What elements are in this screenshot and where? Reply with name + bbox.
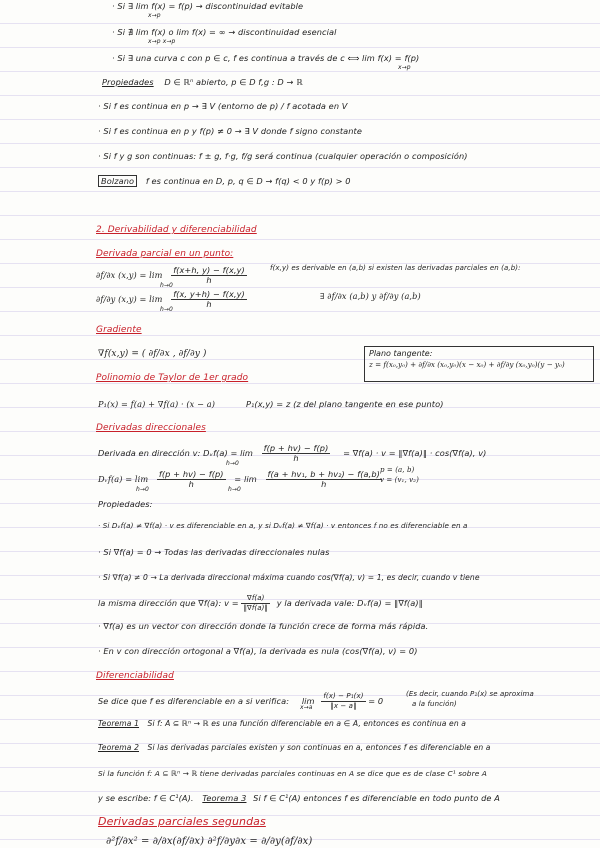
dp1-num: f(x+h, y) − f(x,y) xyxy=(173,265,245,275)
gradiente-formula: ∇f(x,y) = ( ∂f/∂x , ∂f/∂y ) xyxy=(98,349,207,359)
dp2-lhs: ∂f/∂y (x,y) = lim xyxy=(96,294,163,304)
propiedades-header xyxy=(102,76,586,88)
prop-dd-5: · En v con dirección ortogonal a ∇f(a), la derivada es nula (cos(∇f(a), v) = 0) xyxy=(98,646,418,656)
dd2-lim: h→0 xyxy=(136,486,149,493)
dp2-num: f(x, y+h) − f(x,y) xyxy=(173,289,245,299)
taylor-title: Polinomio de Taylor de 1er grado xyxy=(96,373,249,383)
dif-note-1: (Es decir, cuando P₁(x) se aproxima xyxy=(406,690,534,698)
clase-c1-escribe: y se escribe: f ∈ C¹(A). xyxy=(98,793,194,803)
derivadas-segundas-formula: ∂²f/∂x² = ∂/∂x(∂f/∂x) ∂²f/∂y∂x = ∂/∂y(∂f/∂x) xyxy=(106,836,313,847)
teorema-1-text: Si f: A ⊆ ℝⁿ → ℝ es una función diferenciable en a ∈ A, entonces es continua en a xyxy=(147,719,466,728)
dif-lim: lim xyxy=(301,696,315,706)
dd1-b: = ∇f(a) · v = ‖∇f(a)‖ · cos(∇f(a), v) xyxy=(343,448,487,458)
dd2-num2: f(a + hv₁, b + hv₂) − f(a,b) xyxy=(267,469,380,479)
diferenciabilidad-title: Diferenciabilidad xyxy=(96,671,174,681)
dd1-num: f(p + hv) − f(p) xyxy=(263,443,329,453)
dif-num: f(x) − P₁(x) xyxy=(323,692,364,700)
taylor-p1: P₁(x) = f(a) + ∇f(a) · (x − a) xyxy=(98,399,216,409)
dp1-lim: h→0 xyxy=(160,282,173,289)
prop-dd-1: · Si Dᵥf(a) ≠ ∇f(a) · v es diferenciable en a, y si Dᵥf(a) ≠ ∇f(a) · v entonces f no es diferenciable en a xyxy=(98,521,468,530)
dif-def-a: Se dice que f es diferenciable en a si verifica: xyxy=(98,696,290,706)
dd2-den2: h xyxy=(321,479,327,489)
discontinuidad-evitable: · Si ∃ lim f(x) = f(p) → discontinuidad evitable xyxy=(112,1,304,11)
dp1-lhs: ∂f/∂x (x,y) = lim xyxy=(96,270,163,280)
direccionales-title: Derivadas direccionales xyxy=(96,423,206,433)
prop-signo-constante: · Si f es continua en p y f(p) ≠ 0 → ∃ V donde f signo constante xyxy=(98,126,363,136)
plano-tangente-title: Plano tangente: xyxy=(369,349,433,358)
teorema-1 xyxy=(98,718,586,730)
propiedades-dd-label: Propiedades: xyxy=(98,499,153,509)
prop-dd-3b xyxy=(98,594,586,613)
dd1-a: Derivada en dirección v: Dᵥf(a) = lim xyxy=(98,448,253,458)
teorema-2-text: Si las derivadas parciales existen y son continuas en a, entonces f es diferenciable en a xyxy=(147,743,491,752)
teorema-1-label: Teorema 1 xyxy=(98,719,140,728)
discontinuidad-esencial: · Si ∄ lim f(x) o lim f(x) = ∞ → discontinuidad esencial xyxy=(112,27,337,37)
prop-dd-3b-den: ‖∇f(a)‖ xyxy=(243,604,269,612)
dp2-den: h xyxy=(206,299,212,309)
propiedades-dominio: D ∈ ℝⁿ abierto, p ∈ D f,g : D → ℝ xyxy=(164,77,303,87)
lim-sub-1: x→p xyxy=(148,12,161,19)
teorema-3-line xyxy=(98,792,586,804)
teorema-2-label: Teorema 2 xyxy=(98,743,140,752)
dd1-lim: h→0 xyxy=(226,460,239,467)
lim-sub-2: x→p x→p xyxy=(148,38,176,45)
bolzano-box: Bolzano xyxy=(98,175,137,187)
teorema-3-text: Si f ∈ C¹(A) entonces f es diferenciable en todo punto de A xyxy=(253,793,500,803)
bolzano-text: f es continua en D, p, q ∈ D → f(q) < 0 y f(p) > 0 xyxy=(145,176,351,186)
prop-dd-3b-num: ∇f(a) xyxy=(241,594,270,604)
section-2-title: 2. Derivabilidad y diferenciabilidad xyxy=(96,225,257,235)
dif-den: ‖x − a‖ xyxy=(330,702,357,710)
prop-dd-3b-b: y la derivada vale: Dᵥf(a) = ‖∇f(a)‖ xyxy=(276,598,423,608)
prop-dd-3: · Si ∇f(a) ≠ 0 → La derivada direccional máxima cuando cos(∇f(a), v) = 1, es decir, cuando v tiene xyxy=(98,573,480,582)
dd1-den: h xyxy=(293,453,299,463)
gradiente-title: Gradiente xyxy=(96,325,142,335)
dd2-eq: = lim xyxy=(234,474,257,484)
bolzano-line xyxy=(98,175,586,187)
derivadas-segundas-title: Derivadas parciales segundas xyxy=(98,816,266,828)
dd2-v: v = (v₁, v₂) xyxy=(380,476,419,484)
propiedades-label: Propiedades xyxy=(102,77,154,87)
dif-eq: = 0 xyxy=(368,696,384,706)
prop-dd-2: · Si ∇f(a) = 0 → Todas las derivadas direccionales nulas xyxy=(98,547,330,557)
prop-operaciones: · Si f y g son continuas: f ± g, f·g, f/g será continua (cualquier operación o composición) xyxy=(98,151,468,161)
dd2-den: h xyxy=(188,479,194,489)
derivada-parcial-title: Derivada parcial en un punto: xyxy=(96,249,234,259)
dif-limsub: x→a xyxy=(300,704,313,711)
prop-acotada: · Si f es continua en p → ∃ V (entorno de p) / f acotada en V xyxy=(98,101,348,111)
dif-note-2: a la función) xyxy=(412,700,457,708)
dd2-a: Dᵥf(a) = lim xyxy=(98,474,149,484)
prop-dd-4: · ∇f(a) es un vector con dirección donde la función crece de forma más rápida. xyxy=(98,621,429,631)
dp1-den: h xyxy=(206,275,212,285)
teorema-3-label: Teorema 3 xyxy=(202,793,247,803)
clase-c1: Si la función f: A ⊆ ℝⁿ → ℝ tiene derivadas parciales continuas en A se dice que es de clase C¹ sobre A xyxy=(98,769,487,778)
plano-tangente-formula: z = f(x₀,y₀) + ∂f/∂x (x₀,y₀)(x − x₀) + ∂f/∂y (x₀,y₀)(y − y₀) xyxy=(369,360,565,369)
continuidad-curva: · Si ∃ una curva c con p ∈ c, f es continua a través de c ⟺ lim f(x) = f(p) xyxy=(112,53,420,63)
dd2-p: p = (a, b) xyxy=(380,466,415,474)
taylor-p1-xy: P₁(x,y) = z (z del plano tangente en ese punto) xyxy=(246,399,444,409)
dp2-lim: h→0 xyxy=(160,306,173,313)
derivable-exist: ∃ ∂f/∂x (a,b) y ∂f/∂y (a,b) xyxy=(320,291,421,301)
dd2-lim2: h→0 xyxy=(228,486,241,493)
prop-dd-3b-a: la misma dirección que ∇f(a): v = xyxy=(98,598,239,608)
dd2-num: f(p + hv) − f(p) xyxy=(158,469,224,479)
lim-sub-3: x→p xyxy=(398,64,411,71)
teorema-2 xyxy=(98,742,586,754)
derivable-def: f(x,y) es derivable en (a,b) si existen las derivadas parciales en (a,b): xyxy=(270,264,521,272)
